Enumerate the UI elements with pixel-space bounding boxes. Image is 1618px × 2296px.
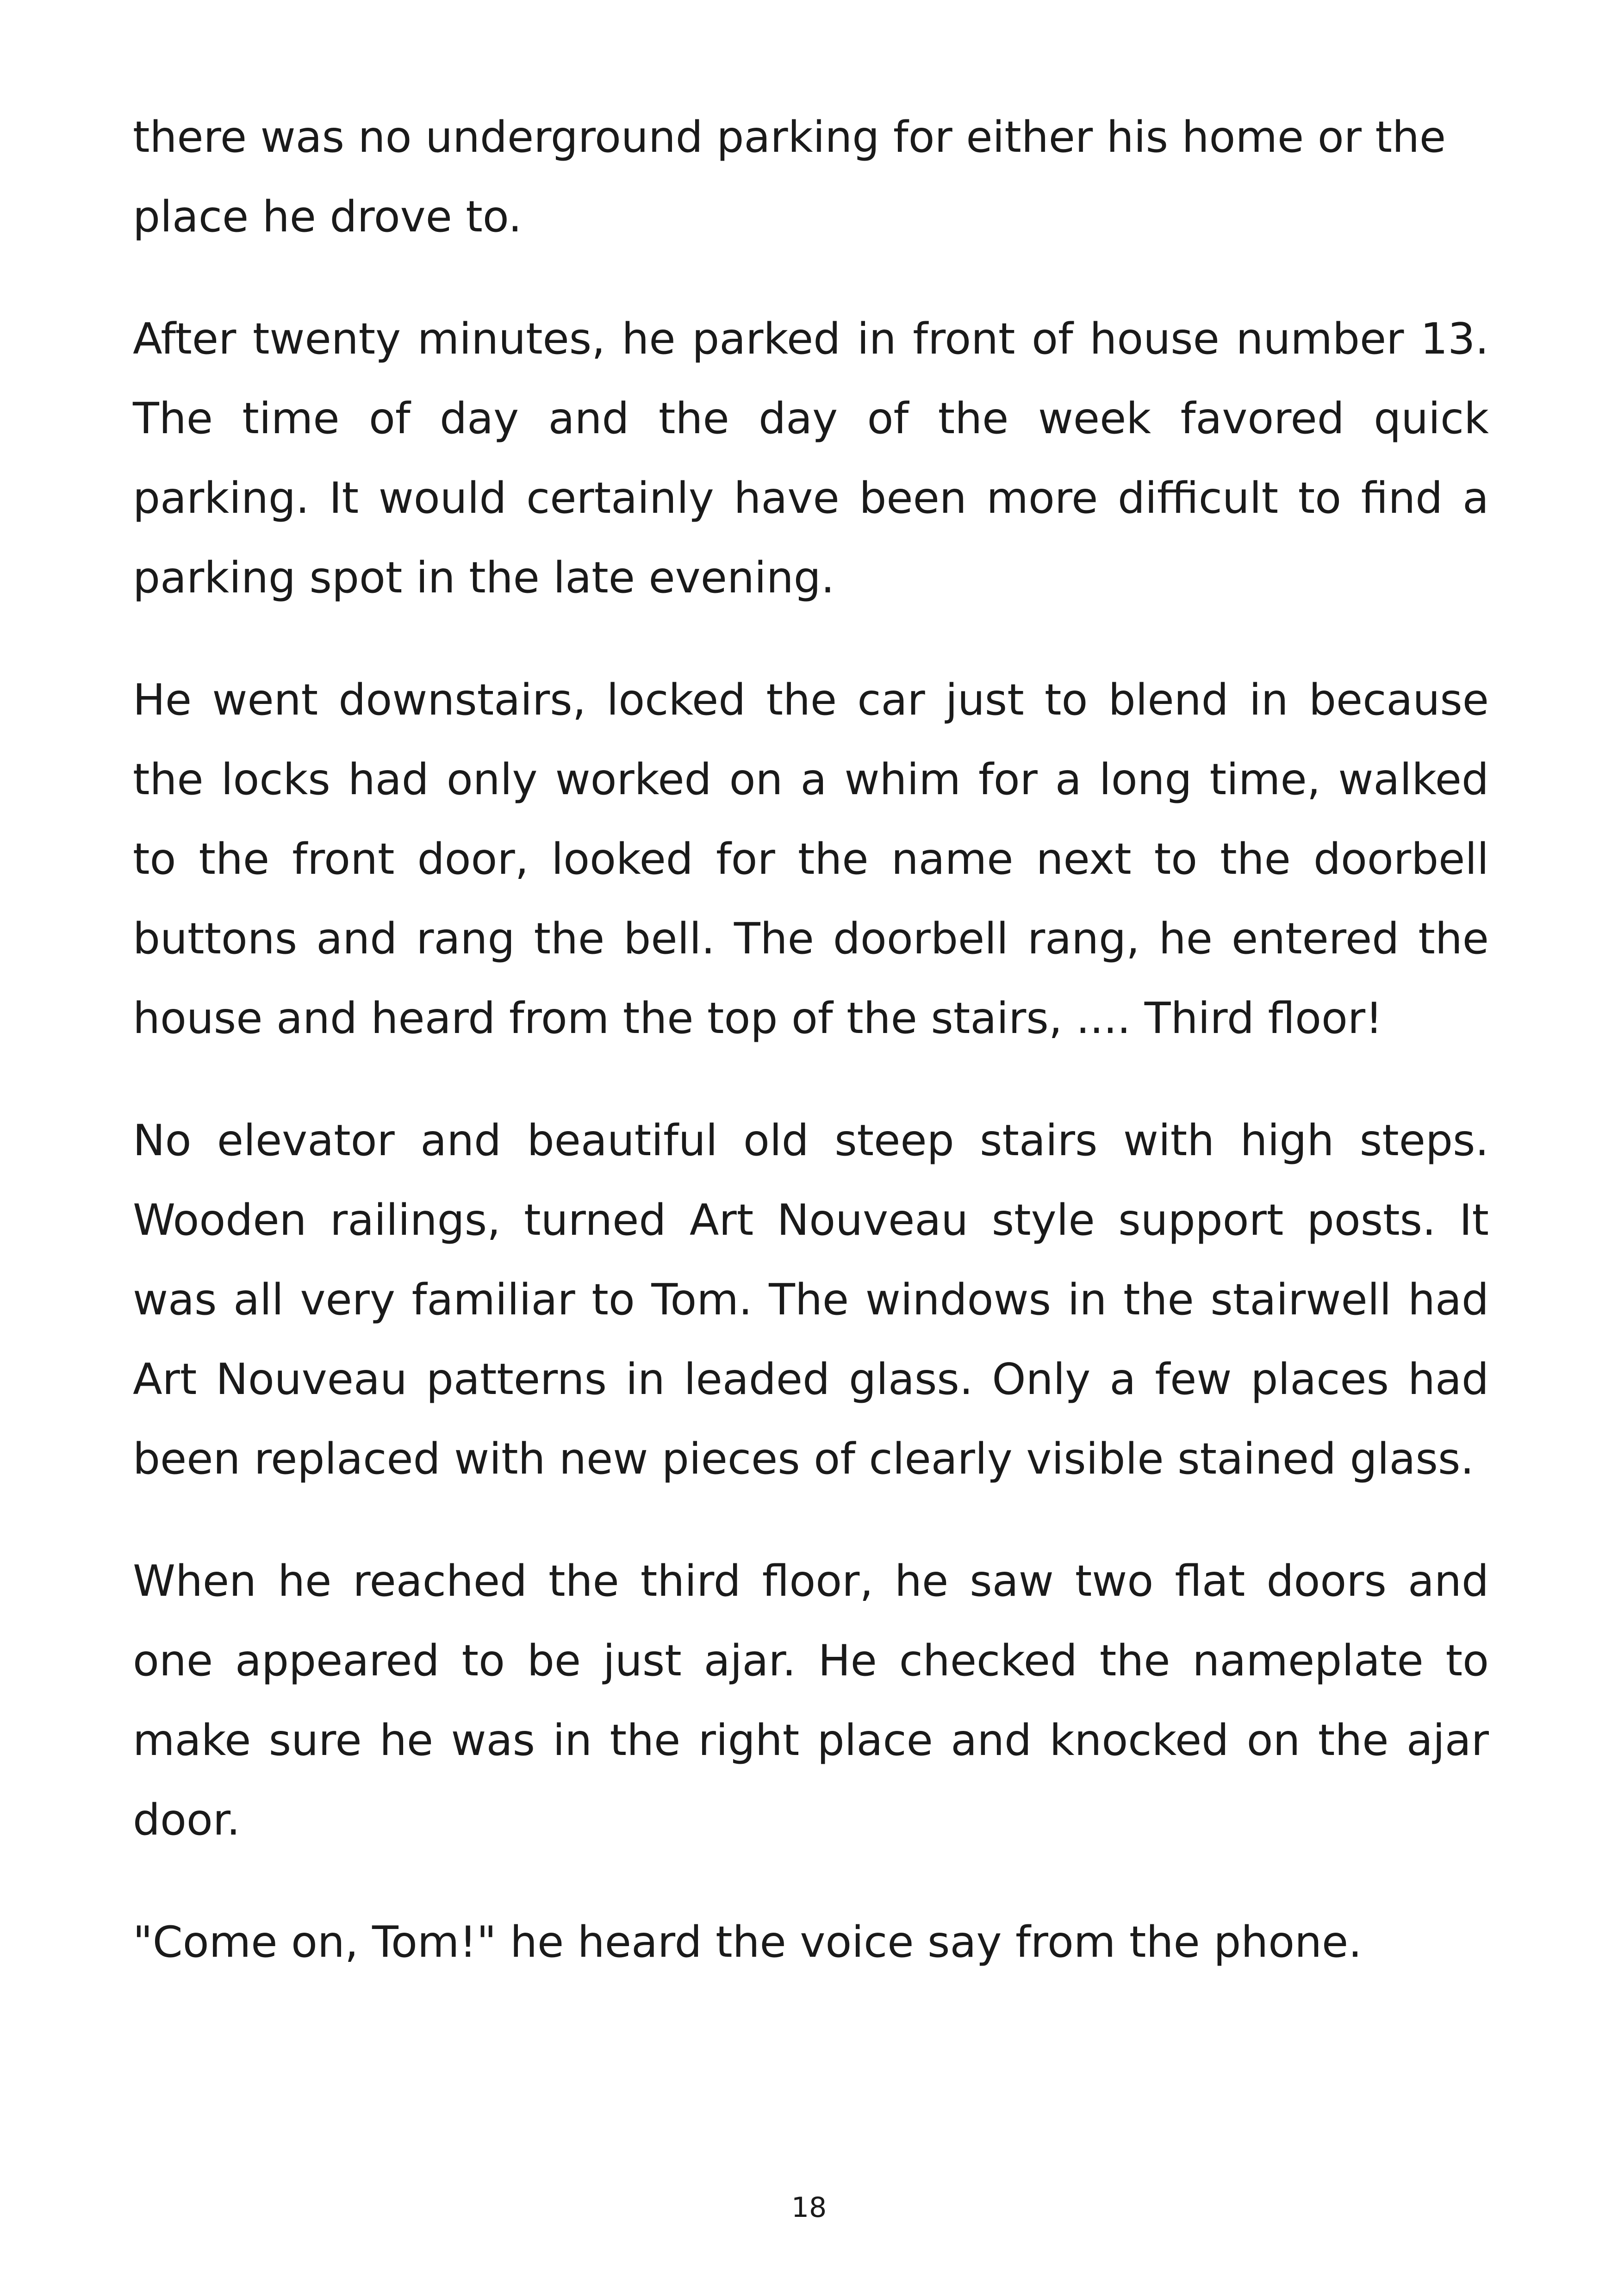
- paragraph: there was no underground parking for either his home or the place he drove to.: [133, 112, 1446, 242]
- paragraph: No elevator and beautiful old steep stairs with high steps. Wooden railings, turned Art Nouveau style support posts. It was all very familiar to Tom. The windows in the stairwell had Art Nouveau patterns in leaded glass. Only a few places had been replaced with new pieces of clearly visible stained glass.: [133, 1115, 1489, 1484]
- page-number: 18: [791, 2191, 827, 2224]
- paragraph: "Come on, Tom!" he heard the voice say from the phone.: [133, 1917, 1362, 1967]
- paragraph: He went downstairs, locked the car just to blend in because the locks had only worked on a whim for a long time, walked to the front door, looked for the name next to the doorbell buttons and rang the bell. The doorbell rang, he entered the house and heard from the top of the stairs, .... Third floor!: [133, 675, 1489, 1043]
- body-text: [133, 97, 1489, 2024]
- paragraph: After twenty minutes, he parked in front of house number 13. The time of day and the day of the week favored quick parking. It would certainly have been more difficult to find a parking spot in the late evening.: [133, 314, 1489, 603]
- paragraph: When he reached the third floor, he saw two flat doors and one appeared to be just ajar. He checked the nameplate to make sure he was in the right place and knocked on the ajar door.: [133, 1556, 1489, 1845]
